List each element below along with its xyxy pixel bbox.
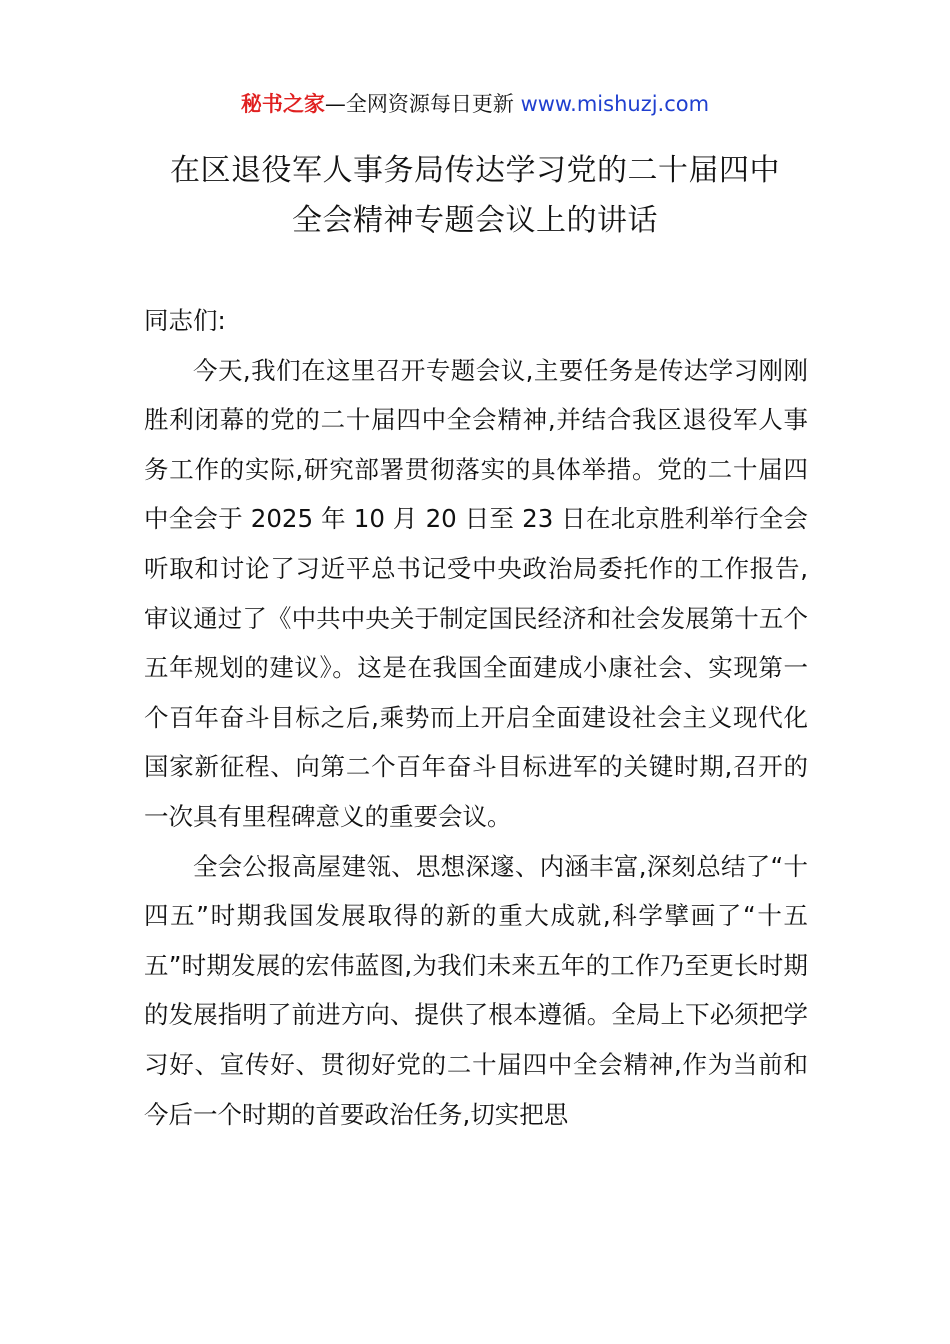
site-brand: 秘书之家 [240,92,325,116]
title-line-2: 全会精神专题会议上的讲话 [292,203,658,238]
salutation: 同志们: [144,306,226,335]
site-header [0,88,950,120]
site-tagline: —全网资源每日更新 [324,92,521,116]
site-url-link[interactable]: www.mishuzj.com [520,92,710,116]
body-paragraph-2: 全会公报高屋建瓴、思想深邃、内涵丰富,深刻总结了“十四五”时期我国发展取得的新的重大成就,科学擘画了“十五五”时期发展的宏伟蓝图,为我们未来五年的工作乃至更长时期的发展指明了前进方向、提供了根本遵循。全局上下必须把学习好、宣传好、贯彻好党的二十届四中全会精神,作为当前和今后一个时期的首要政治任务,切实把思 [144,851,808,1129]
document-body [144,296,808,1139]
title-line-1: 在区退役军人事务局传达学习党的二十届四中 [170,153,780,188]
document-title [100,146,850,246]
body-paragraph-1: 今天,我们在这里召开专题会议,主要任务是传达学习刚刚胜利闭幕的党的二十届四中全会精神,并结合我区退役军人事务工作的实际,研究部署贯彻落实的具体举措。党的二十届四中全会于 2025 年 10 月 20 日至 23 日在北京胜利举行全会听取和讨论了习近平总书记受中央政治局委托作的工作报告,审议通过了《中共中央关于制定国民经济和社会发展第十五个五年规划的建议》。这是在我国全面建成小康社会、实现第一个百年奋斗目标之后,乘势而上开启全面建设社会主义现代化国家新征程、向第二个百年奋斗目标进军的关键时期,召开的一次具有里程碑意义的重要会议。 [144,355,808,831]
